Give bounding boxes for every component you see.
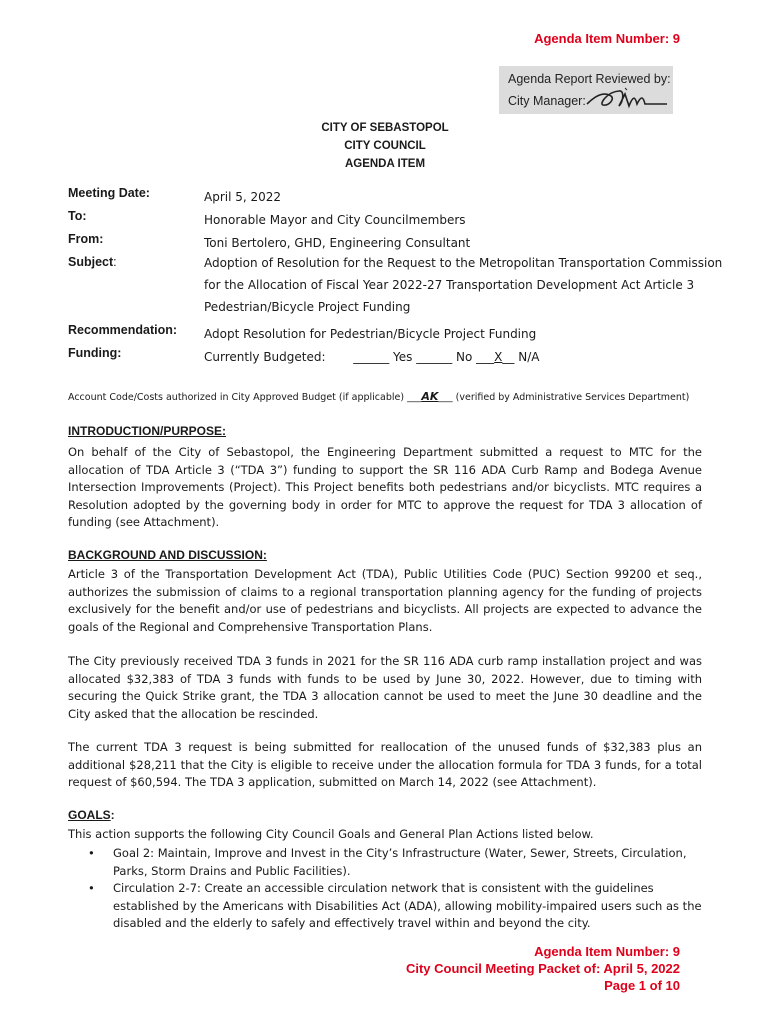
footer-meeting-packet: City Council Meeting Packet of: April 5, 2022 bbox=[405, 961, 680, 976]
subject-label-text: Subject bbox=[68, 255, 114, 269]
funding-budgeted: Currently Budgeted: bbox=[204, 350, 326, 364]
goals-list-item: • Goal 2: Maintain, Improve and Invest in the City’s Infrastructure (Water, Sewer, Streets, Circulation, Parks, Storm Drains and Public Facilities). bbox=[68, 845, 702, 880]
review-stamp bbox=[499, 66, 673, 114]
header-city: CITY OF SEBASTOPOL bbox=[321, 122, 449, 134]
to-label: To: bbox=[68, 209, 87, 223]
stamp-line-reviewed: Agenda Report Reviewed by: bbox=[508, 72, 671, 86]
from-label: From: bbox=[68, 232, 104, 246]
background-paragraph-1: Article 3 of the Transportation Development Act (TDA), Public Utilities Code (PUC) Section 99200 et seq., authorizes the submission of claims to a regional transportation planning agency for the funding of projects exclusively for the benefit and/or use of pedestrians and bicyclists. All projects are expected to advance the goals of the Regional and Comprehensive Transportation Plans. bbox=[68, 567, 702, 634]
stamp-line-city-manager: City Manager: bbox=[508, 94, 586, 108]
account-text-after: (verified by Administrative Services Department) bbox=[452, 392, 690, 403]
goals-list bbox=[68, 845, 702, 933]
from-value: Toni Bertolero, GHD, Engineering Consultant bbox=[204, 236, 471, 250]
recommendation-value: Adopt Resolution for Pedestrian/Bicycle Project Funding bbox=[204, 327, 537, 341]
account-blank-post: ___ bbox=[438, 392, 453, 403]
meeting-date-label: Meeting Date: bbox=[68, 186, 150, 200]
funding-x-mark: X bbox=[494, 350, 503, 364]
header-agenda-item: AGENDA ITEM bbox=[344, 158, 426, 170]
footer-agenda-item-number: Agenda Item Number: 9 bbox=[534, 944, 680, 959]
footer-page-number: Page 1 of 10 bbox=[604, 978, 680, 993]
subject-label bbox=[68, 255, 117, 269]
funding-blank-post: __ bbox=[502, 350, 515, 364]
funding-na: N/A bbox=[518, 350, 540, 364]
funding-no: ______ No bbox=[416, 350, 473, 364]
goals-intro: This action supports the following City Council Goals and General Plan Actions listed below. bbox=[68, 827, 594, 841]
subject-colon: : bbox=[113, 255, 117, 269]
agenda-header bbox=[0, 119, 770, 173]
funding-blank-pre: ___ bbox=[476, 350, 495, 364]
agenda-item-number-top: Agenda Item Number: 9 bbox=[534, 31, 680, 46]
intro-paragraph: On behalf of the City of Sebastopol, the Engineering Department submitted a request to MTC for the allocation of TDA Article 3 (“TDA 3”) funding to support the SR 116 ADA Curb Ramp and Bodega Avenue Intersection Improvements (Project). This Project benefits both pedestrians and/or bicyclists. MTC requires a Resolution adopted by the governing body in order for MTC to approve the request for TDA 3 allocation of funding (see Attachment). bbox=[68, 445, 702, 529]
background-paragraph-3: The current TDA 3 request is being submitted for reallocation of the unused funds of $32,383 plus an additional $28,211 that the City is eligible to receive under the allocation formula for TDA 3 funds, for a total request of $60,594. The TDA 3 application, submitted on March 14, 2022 (see Attachment). bbox=[68, 740, 702, 789]
account-initials: AK bbox=[421, 390, 439, 403]
subject-line-2: for the Allocation of Fiscal Year 2022-27 Transportation Development Act Article 3 bbox=[204, 278, 695, 292]
background-paragraph-2: The City previously received TDA 3 funds in 2021 for the SR 116 ADA curb ramp installation project and was allocated $32,383 of TDA 3 funds with funds to be used by June 30, 2022. However, due to timing with securing the Quick Strike grant, the TDA 3 allocation cannot be used to meet the June 30 deadline and the City asked that the allocation be rescinded. bbox=[68, 654, 702, 721]
funding-na-blank bbox=[476, 350, 514, 364]
header-council: CITY COUNCIL bbox=[344, 140, 426, 152]
funding-value bbox=[204, 346, 704, 368]
funding-yes: ______ Yes bbox=[353, 350, 413, 364]
subject-value bbox=[204, 252, 723, 318]
subject-line-1: Adoption of Resolution for the Request to the Metropolitan Transportation Commission bbox=[204, 256, 723, 270]
goals-list-item: • Circulation 2-7: Create an accessible circulation network that is consistent with the guidelines established by the Americans with Disabilities Act (ADA), allowing mobility-impaired users such as the disabled and the elderly to safely and effectively travel within and beyond the city. bbox=[68, 880, 702, 933]
meeting-date-value: April 5, 2022 bbox=[204, 190, 282, 204]
goals-heading-text: GOALS bbox=[68, 808, 111, 822]
recommendation-label: Recommendation: bbox=[68, 323, 178, 337]
account-code-line bbox=[68, 390, 689, 403]
to-value: Honorable Mayor and City Councilmembers bbox=[204, 213, 466, 227]
account-blank-pre: ___ bbox=[407, 392, 422, 403]
subject-line-3: Pedestrian/Bicycle Project Funding bbox=[204, 300, 411, 314]
funding-label: Funding: bbox=[68, 346, 122, 360]
background-heading: BACKGROUND AND DISCUSSION: bbox=[68, 548, 267, 562]
account-text-before: Account Code/Costs authorized in City Approved Budget (if applicable) bbox=[68, 392, 408, 403]
goals-heading-colon: : bbox=[110, 808, 115, 822]
city-manager-signature bbox=[585, 86, 669, 112]
intro-heading: INTRODUCTION/PURPOSE: bbox=[68, 424, 227, 438]
goals-heading bbox=[68, 808, 115, 822]
